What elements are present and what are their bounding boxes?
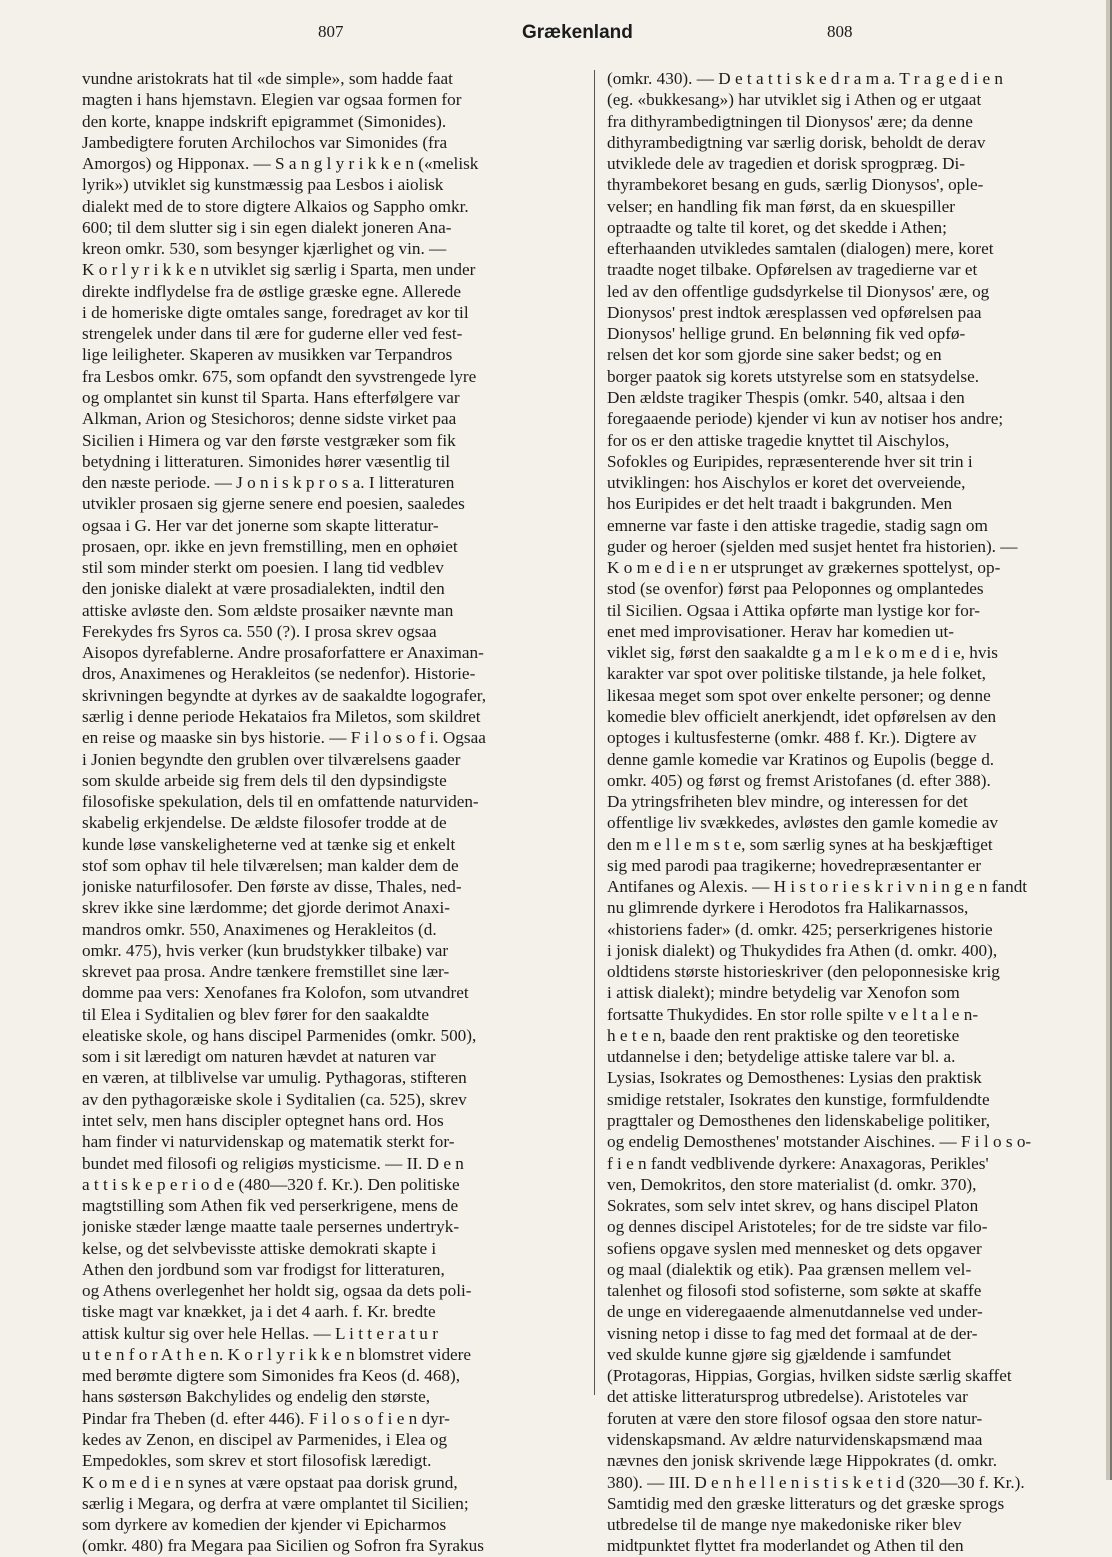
text-line: (Protagoras, Hippias, Gorgias, hvilken sidste særlig skaffet bbox=[607, 1366, 1012, 1386]
text-line: videnskapsmand. Av ældre naturvidenskapsmænd maa bbox=[607, 1430, 983, 1449]
text-line: til Elea i Syditalien og blev fører for den saakaldte bbox=[82, 1004, 429, 1024]
text-line: Da ytringsfriheten blev mindre, og interessen for det bbox=[607, 792, 968, 812]
text-line: lige leiligheter. Skaperen av musikken var Terpandros bbox=[82, 345, 453, 365]
text-line: mandros omkr. 550, Anaximenes og Herakleitos (d. bbox=[82, 919, 437, 939]
text-line: (omkr. 480) fra Megara paa Sicilien og Sofron fra Syrakus bbox=[82, 1536, 484, 1556]
text-line: eleatiske skole, og hans discipel Parmenides (omkr. 500), bbox=[82, 1025, 477, 1045]
text-line: vundne aristokrats hat til «de simple», som hadde faat bbox=[82, 69, 453, 88]
text-line: prosaen, opr. ikke en jevn fremstilling, men en ophøiet bbox=[82, 536, 458, 556]
left-text-column bbox=[82, 68, 575, 1557]
text-line: visning netop i disse to fag med det formaal at de der- bbox=[607, 1323, 978, 1343]
text-line: bundet med filosofi og religiøs mysticisme. — II. D e n bbox=[82, 1153, 464, 1173]
text-line: den korte, knappe indskrift epigrammet (Simonides). bbox=[82, 111, 447, 131]
text-line: betydning i litteraturen. Simonides hører væsentlig til bbox=[82, 451, 451, 471]
text-line: joniske naturfilosofer. Den første av disse, Thales, ned- bbox=[82, 877, 462, 897]
text-line: optoges i kultusfesterne (omkr. 488 f. Kr.). Digtere av bbox=[607, 728, 977, 748]
text-line: og omplantet sin kunst til Sparta. Hans efterfølgere var bbox=[82, 387, 460, 407]
text-line: Ferekydes frs Syros ca. 550 (?). I prosa skrev ogsaa bbox=[82, 621, 437, 641]
text-line: og endelig Demosthenes' motstander Aischines. — F i l o s o- bbox=[607, 1132, 1032, 1152]
text-line: den m e l l e m s t e, som særlig synes at ha beskjæftiget bbox=[607, 834, 993, 854]
text-line: fortsatte Thukydides. En stor rolle spilte v e l t a l e n- bbox=[607, 1004, 979, 1024]
right-page-number: 808 bbox=[827, 22, 853, 41]
text-line: den næste periode. — J o n i s k p r o s a. I litteraturen bbox=[82, 473, 455, 493]
text-line: pragttaler og Demosthenes den lidenskabelige politiker, bbox=[607, 1111, 991, 1131]
text-line: den joniske dialekt at være prosadialekten, indtil den bbox=[82, 579, 445, 599]
text-line: ven, Demokritos, den store materialist (d. omkr. 370), bbox=[607, 1174, 977, 1194]
left-page-number: 807 bbox=[318, 22, 344, 41]
text-line: Jambedigtere foruten Archilochos var Simonides (fra bbox=[82, 132, 448, 152]
text-line: a t t i s k e p e r i o d e (480—320 f. Kr.). Den politiske bbox=[82, 1174, 460, 1194]
text-line: utviklingen: hos Aischylos er koret det overveiende, bbox=[607, 473, 966, 493]
column-divider bbox=[594, 70, 595, 1395]
text-line: magtstilling som Athen fik ved perserkrigene, mens de bbox=[82, 1196, 459, 1216]
text-line: en væren, at tilblivelse var umulig. Pythagoras, stifteren bbox=[82, 1068, 467, 1088]
text-line: talenhet og filosofi stod sofisterne, som søkte at skaffe bbox=[607, 1281, 982, 1301]
text-line: Amorgos) og Hipponax. — S a n g l y r i k k e n («melisk bbox=[82, 154, 479, 174]
text-line: med berømte digtere som Simonides fra Keos (d. 468), bbox=[82, 1366, 461, 1386]
text-line: dialekt med de to store digtere Alkaios og Sappho omkr. bbox=[82, 196, 469, 216]
text-line: Samtidig med den græske litteraturs og det græske sprogs bbox=[607, 1493, 1005, 1513]
text-line: Alkman, Arion og Stesichoros; denne sidste virket paa bbox=[82, 409, 457, 429]
text-line: led av den offentlige gudsdyrkelse til Dionysos' ære, og bbox=[607, 281, 990, 301]
text-line: optraadte og talte til koret, og det skedde i Athen; bbox=[607, 217, 947, 237]
text-line: «historiens fader» (d. omkr. 425; perserkrigenes historie bbox=[607, 919, 993, 939]
text-line: ham finder vi naturvidenskap og matematik sterkt for- bbox=[82, 1132, 455, 1152]
text-line: 380). — III. D e n h e l l e n i s t i s k e t i d (320—30 f. Kr.). bbox=[607, 1472, 1025, 1492]
text-line: relsen det kor som gjorde sine saker bedst; og en bbox=[607, 345, 942, 365]
text-line: h e t e n, baade den rent praktiske og den teoretiske bbox=[607, 1025, 960, 1045]
text-line: fra dithyrambedigtningen til Dionysos' ære; da denne bbox=[607, 111, 973, 131]
text-line: sofiens opgave syslen med mennesket og dets opgaver bbox=[607, 1238, 982, 1258]
text-line: K o r l y r i k k e n utviklet sig særlig i Sparta, men under bbox=[82, 260, 476, 280]
text-line: kelse, og det selvbevisste attiske demokrati skapte i bbox=[82, 1238, 437, 1258]
text-line: stod (se ovenfor) først paa Peloponnes og omplantedes bbox=[607, 579, 984, 599]
text-line: nu glimrende dyrkere i Herodotos fra Halikarnassos, bbox=[607, 898, 969, 918]
text-line: dros, Anaximenes og Herakleitos (se nedenfor). Historie- bbox=[82, 664, 476, 684]
text-line: utviklede dele av tragedien et dorisk sprogpræg. Di- bbox=[607, 154, 965, 174]
text-line: midtpunktet flyttet fra moderlandet og Athen til den bbox=[607, 1536, 964, 1556]
text-line: og maal (dialektik og etik). Paa grænsen mellem vel- bbox=[607, 1259, 972, 1279]
text-line: og dennes discipel Aristoteles; for de tre sidste var filo- bbox=[607, 1217, 988, 1237]
text-line: komedie blev officielt anerkjendt, idet opførelsen av den bbox=[607, 706, 997, 726]
text-line: oldtidens største historieskriver (den peloponnesiske krig bbox=[607, 962, 1000, 982]
text-line: Sokrates, som selv intet skrev, og hans discipel Platon bbox=[607, 1196, 979, 1216]
text-line: attiske avløste den. Som ældste prosaiker nævnte man bbox=[82, 600, 454, 620]
text-line: foruten at være den store filosof ogsaa den store natur- bbox=[607, 1408, 983, 1428]
text-line: Lysias, Isokrates og Demosthenes: Lysias den praktisk bbox=[607, 1068, 982, 1088]
text-line: joniske stæder længe maatte taale persernes undertryk- bbox=[82, 1217, 460, 1237]
text-line: særlig i Megara, og derfra at være omplantet til Sicilien; bbox=[82, 1493, 469, 1513]
text-line: borger paatok sig korets utstyrelse som en statsydelse. bbox=[607, 366, 980, 386]
text-line: skrevet paa prosa. Andre tænkere fremstillet sine lær- bbox=[82, 962, 450, 982]
text-line: særlig i denne periode Hekataios fra Miletos, som skildret bbox=[82, 706, 481, 726]
text-line: Dionysos' prest indtok æresplassen ved opførelsen paa bbox=[607, 302, 982, 322]
text-line: f i e n fandt vedblivende dyrkere: Anaxagoras, Perikles' bbox=[607, 1153, 989, 1173]
text-line: intet selv, men hans discipler optegnet hans ord. Hos bbox=[82, 1111, 444, 1131]
text-line: som dyrkere av komedien der kjender vi Epicharmos bbox=[82, 1515, 447, 1535]
text-line: kunde løse vanskeligheterne ved at tænke sig et enkelt bbox=[82, 834, 456, 854]
text-line: skabelig erkjendelse. De ældste filosofer trodde at de bbox=[82, 813, 447, 833]
text-line: hans søstersøn Bakchylides og endelig den største, bbox=[82, 1387, 430, 1407]
text-line: filosofiske spekulation, dels til en omfattende naturviden- bbox=[82, 792, 479, 812]
text-line: velser; en handling fik man først, da en skuespiller bbox=[607, 196, 955, 216]
text-line: Antifanes og Alexis. — H i s t o r i e s k r i v n i n g e n fandt bbox=[607, 877, 1028, 897]
text-line: lyrik») utviklet sig kunstmæssig paa Lesbos i aiolisk bbox=[82, 175, 444, 195]
text-line: sig med parodi paa tragikerne; hovedrepræsentanter er bbox=[607, 855, 982, 875]
text-line: i Jonien begyndte den grublen over tilværelsens gaader bbox=[82, 749, 461, 769]
text-line: Empedokles, som skrev et stort filosofisk læredigt. bbox=[82, 1451, 432, 1471]
text-line: attisk kultur sig over hele Hellas. — L i t t e r a t u r bbox=[82, 1323, 438, 1343]
text-line: Athen den jordbund som var frodigst for litteraturen, bbox=[82, 1259, 445, 1279]
text-line: emnerne var faste i den attiske tragedie, stadig sagn om bbox=[607, 515, 988, 535]
text-line: ved skulde kunne gjøre sig gjældende i samfundet bbox=[607, 1344, 952, 1364]
text-line: utvikler prosaen sig gjerne senere end poesien, saaledes bbox=[82, 494, 465, 514]
text-line: omkr. 475), hvis verker (kun brudstykker tilbake) var bbox=[82, 940, 449, 960]
text-line: fra Lesbos omkr. 675, som opfandt den syvstrengede lyre bbox=[82, 366, 477, 386]
text-line: kreon omkr. 530, som besynger kjærlighet og vin. — bbox=[82, 239, 447, 259]
text-line: ogsaa i G. Her var det jonerne som skapte litteratur- bbox=[82, 515, 439, 535]
text-line: denne gamle komedie var Kratinos og Eupolis (begge d. bbox=[607, 749, 995, 769]
text-line: i jonisk dialekt) og Thukydides fra Athen (d. omkr. 400), bbox=[607, 940, 998, 960]
text-line: viklet sig, først den saakaldte g a m l e k o m e d i e, hvis bbox=[607, 643, 998, 663]
text-line: de unge en videregaaende almenutdannelse ved under- bbox=[607, 1302, 983, 1322]
text-line: tiske magt var knækket, ja i det 4 aarh. f. Kr. bredte bbox=[82, 1302, 436, 1322]
text-line: direkte indflydelse fra de østlige græske egne. Allerede bbox=[82, 281, 461, 301]
text-line: u t e n f o r A t h e n. K o r l y r i k k e n blomstret videre bbox=[82, 1344, 472, 1364]
text-line: foregaaende periode) kjender vi kun av notiser hos andre; bbox=[607, 409, 1004, 429]
text-line: (eg. «bukkesang») har utviklet sig i Athen og er utgaat bbox=[607, 90, 982, 110]
text-line: som skulde arbeide sig frem dels til den dypsindigste bbox=[82, 770, 447, 790]
text-line: omkr. 405) og først og fremst Aristofanes (d. efter 388). bbox=[607, 770, 991, 790]
text-line: stof som ophav til hele tilværelsen; man kalder dem de bbox=[82, 855, 459, 875]
text-line: det attiske litteratursprog utbredelse). Aristoteles var bbox=[607, 1387, 968, 1407]
text-line: kedes av Zenon, en discipel av Parmenides, i Elea og bbox=[82, 1430, 448, 1449]
text-line: i attisk dialekt); mindre betydelig var Xenofon som bbox=[607, 983, 960, 1003]
text-line: Pindar fra Theben (d. efter 446). F i l o s o f i e n dyr- bbox=[82, 1408, 450, 1428]
text-line: Den ældste tragiker Thespis (omkr. 540, altsaa i den bbox=[607, 387, 965, 407]
text-line: Dionysos' hellige grund. En belønning fik ved opfø- bbox=[607, 324, 966, 344]
text-line: strengelek under dans til ære for guderne eller ved fest- bbox=[82, 324, 463, 344]
text-line: smidige retstaler, Isokrates den kunstige, formfuldendte bbox=[607, 1089, 990, 1109]
text-line: dithyrambedigtning var særlig dorisk, beholdt de derav bbox=[607, 132, 986, 152]
text-line: guder og heroer (sjelden med susjet hentet fra historien). — bbox=[607, 536, 1018, 556]
text-line: utbredelse til de mange nye makedoniske riker blev bbox=[607, 1515, 962, 1535]
text-line: i de homeriske digte omtales sange, foredraget av kor til bbox=[82, 302, 469, 322]
text-line: thyrambekoret besang en guds, særlig Dionysos', ople- bbox=[607, 175, 984, 195]
text-line: Sofokles og Euripides, repræsenterende hver sit trin i bbox=[607, 451, 973, 471]
text-line: 600; til dem slutter sig i sin egen dialekt joneren Ana- bbox=[82, 217, 452, 237]
text-line: som i sit læredigt om naturen hævdet at naturen var bbox=[82, 1047, 436, 1067]
text-line: traadte noget tilbake. Opførelsen av tragedierne var et bbox=[607, 260, 978, 280]
text-line: skrev ikke sine lærdomme; det gjorde derimot Anaxi- bbox=[82, 898, 451, 918]
text-line: en reise og maaske sin bys historie. — F i l o s o f i. Ogsaa bbox=[82, 728, 486, 748]
text-line: hos Euripides er det helt traadt i bakgrunden. Men bbox=[607, 494, 953, 514]
text-line: domme paa vers: Xenofanes fra Kolofon, som utvandret bbox=[82, 983, 469, 1003]
text-line: magten i hans hjemstavn. Elegien var ogsaa formen for bbox=[82, 90, 462, 110]
text-line: efterhaanden utvikledes samtalen (dialogen) mere, koret bbox=[607, 239, 994, 259]
right-text-column bbox=[607, 68, 1090, 1557]
text-line: Sicilien i Himera og var den første vestgræker som fik bbox=[82, 430, 456, 450]
text-line: K o m e d i e n synes at være opstaat paa dorisk grund, bbox=[82, 1472, 458, 1492]
text-line: for os er den attiske tragedie knyttet til Aischylos, bbox=[607, 430, 950, 450]
running-title: Grækenland bbox=[522, 22, 633, 43]
text-line: Aisopos dyrefablerne. Andre prosaforfattere er Anaximan- bbox=[82, 643, 484, 663]
text-line: nævnes den jonisk skrivende læge Hippokrates (d. omkr. bbox=[607, 1451, 998, 1471]
text-line: enet med improvisationer. Herav har komedien ut- bbox=[607, 621, 954, 641]
text-line: og Athens overlegenhet her holdt sig, ogsaa da dets poli- bbox=[82, 1281, 472, 1301]
text-line: offentlige liv svækkedes, avløstes den gamle komedie av bbox=[607, 813, 999, 833]
text-line: til Sicilien. Ogsaa i Attika opførte man lystige kor for- bbox=[607, 600, 980, 620]
text-line: (omkr. 430). — D e t a t t i s k e d r a m a. T r a g e d i e n bbox=[607, 69, 1004, 88]
text-line: likesaa meget som spot over enkelte personer; og denne bbox=[607, 685, 991, 705]
text-line: av den pythagoræiske skole i Syditalien (ca. 525), skrev bbox=[82, 1089, 467, 1109]
text-line: stil som minder sterkt om poesien. I lang tid vedblev bbox=[82, 558, 444, 578]
text-line: karakter var spot over politiske tilstande, ja hele folket, bbox=[607, 664, 986, 684]
text-line: utdannelse i den; betydelige attiske talere var bl. a. bbox=[607, 1047, 956, 1067]
text-line: skrivningen begyndte at dyrkes av de saakaldte logografer, bbox=[82, 685, 487, 705]
text-line: K o m e d i e n er utsprunget av grækernes spottelyst, op- bbox=[607, 558, 1001, 578]
